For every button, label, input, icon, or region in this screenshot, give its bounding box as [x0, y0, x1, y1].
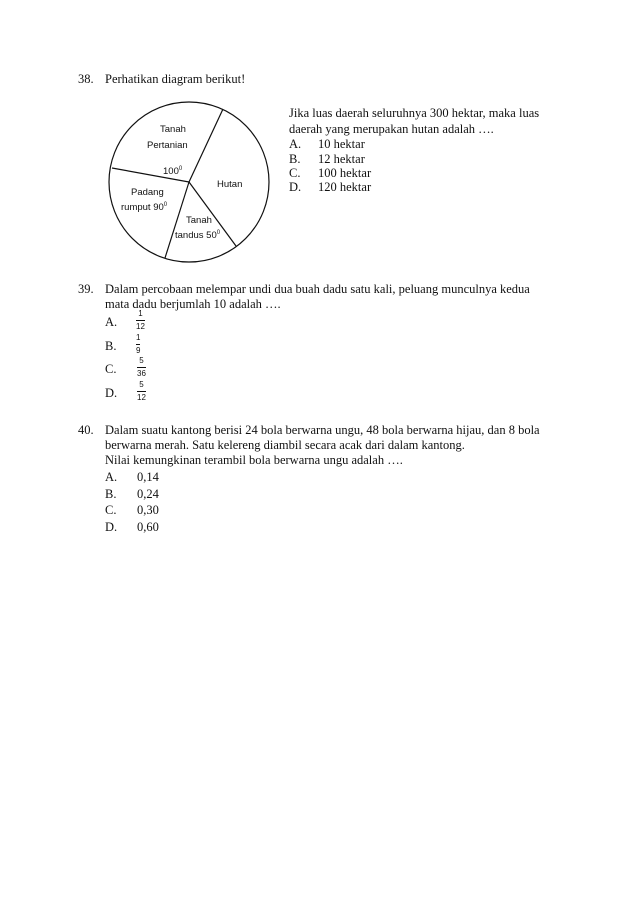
option-letter: B.	[105, 487, 117, 501]
slice-label-pertanian-angle: $100^0$	[163, 166, 183, 178]
question-number: 38.	[78, 72, 94, 86]
question-text-line1: Dalam percobaan melempar undi dua buah dadu satu kali, peluang munculnya kedua	[105, 282, 530, 296]
option-text: 0,14	[137, 470, 159, 484]
slice-divider-pertanian-hutan	[189, 109, 223, 182]
option-fraction	[136, 333, 140, 356]
fraction-numerator: 1	[136, 333, 141, 342]
question-text-line3: Nilai kemungkinan terambil bola berwarna ungu adalah ….	[105, 453, 403, 467]
fraction-bar	[136, 344, 140, 345]
option-text: 0,60	[137, 520, 159, 534]
slice-label-pertanian-line2: Pertanian	[147, 140, 188, 151]
option-letter: D.	[105, 386, 118, 400]
fraction-denominator: 12	[137, 393, 146, 402]
question-text-line1: Jika luas daerah seluruhnya 300 hektar, maka luas	[289, 106, 540, 120]
fraction-numerator: 5	[139, 380, 144, 389]
fraction-denominator: 12	[136, 322, 145, 331]
option-fraction	[137, 380, 146, 403]
question-text-line1: Dalam suatu kantong berisi 24 bola berwarna ungu, 48 bola berwarna hijau, dan 8 bola	[105, 423, 540, 437]
slice-label-padang-line2: rumput $90^0$	[121, 202, 168, 214]
option-letter: B.	[289, 152, 301, 166]
option-letter: C.	[105, 362, 117, 376]
question-text-line2: berwarna merah. Satu kelereng diambil secara acak dari dalam kantong.	[105, 438, 465, 452]
option-letter: D.	[105, 520, 118, 534]
question-number: 39.	[78, 282, 94, 296]
option-text: 0,30	[137, 503, 159, 517]
fraction-bar	[137, 391, 146, 392]
fraction-numerator: 5	[139, 356, 144, 365]
option-text: 100 hektar	[318, 166, 372, 180]
option-letter: D.	[289, 180, 302, 194]
option-letter: A.	[105, 315, 118, 329]
option-text: 120 hektar	[318, 180, 372, 194]
fraction-denominator: 36	[137, 369, 146, 378]
option-fraction	[136, 309, 145, 332]
option-letter: C.	[105, 503, 117, 517]
option-letter: C.	[289, 166, 301, 180]
slice-label-hutan: Hutan	[217, 179, 243, 190]
option-letter: B.	[105, 339, 117, 353]
fraction-bar	[137, 367, 146, 368]
slice-label-pertanian-line1: Tanah	[160, 124, 186, 135]
question-text-line2: mata dadu berjumlah 10 adalah ….	[105, 297, 281, 311]
fraction-numerator: 1	[138, 309, 143, 318]
fraction-denominator: 9	[136, 346, 141, 355]
option-text: 10 hektar	[318, 137, 365, 151]
option-letter: A.	[105, 470, 118, 484]
option-letter: A.	[289, 137, 302, 151]
option-text: 12 hektar	[318, 152, 365, 166]
question-number: 40.	[78, 423, 94, 437]
fraction-bar	[136, 320, 145, 321]
question-stem: Perhatikan diagram berikut!	[105, 72, 246, 86]
option-fraction	[137, 356, 146, 379]
question-text-line2: daerah yang merupakan hutan adalah ….	[289, 122, 494, 136]
slice-label-tandus-line2: tandus $50^0$	[175, 230, 221, 242]
slice-label-tandus-line1: Tanah	[186, 215, 212, 226]
slice-label-padang-line1: Padang	[131, 187, 164, 198]
option-text: 0,24	[137, 487, 159, 501]
